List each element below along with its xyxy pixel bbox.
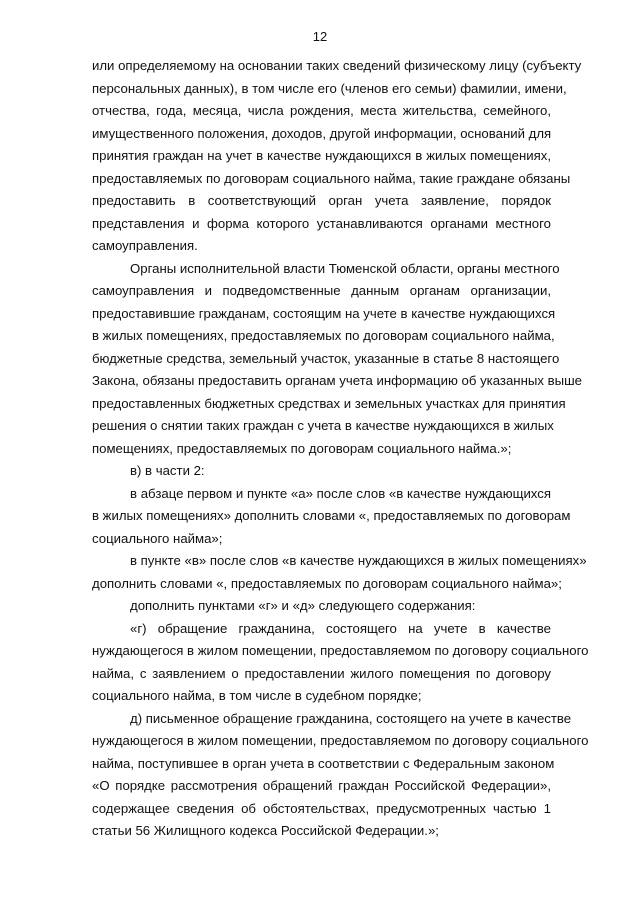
text-line: в абзаце первом и пункте «а» после слов «в качестве нуждающихся — [130, 485, 551, 501]
text-line: нуждающегося в жилом помещении, предоставляемом по договору социального — [92, 733, 589, 748]
text-line: Закона, обязаны предоставить органам учета информацию об указанных выше — [92, 373, 582, 388]
text-line: персональных данных), в том числе его (членов его семьи) фамилии, имени, — [92, 80, 567, 96]
text-line: «г) обращение гражданина, состоящего на учете в качестве — [130, 620, 551, 636]
text-line: предоставившие гражданам, состоящим на учете в качестве нуждающихся — [92, 305, 556, 321]
text-line: имущественного положения, доходов, другой информации, оснований для — [92, 125, 552, 141]
text-line: дополнить пунктами «г» и «д» следующего содержания: — [130, 598, 476, 613]
text-line: представления и форма которого устанавливаются органами местного — [92, 215, 551, 231]
text-line: предоставляемых по договорам социального найма, такие граждане обязаны — [92, 170, 571, 186]
text-line: помещениях, предоставляемых по договорам социального найма.»; — [92, 440, 512, 456]
text-line: «О порядке рассмотрения обращений граждан Российской Федерации», — [92, 778, 551, 793]
text-line: или определяемому на основании таких сведений физическому лицу (субъекту — [92, 58, 582, 73]
text-line: самоуправления. — [92, 238, 198, 253]
text-line: дополнить словами «, предоставляемых по договорам социального найма»; — [92, 575, 562, 591]
text-line: решения о снятии таких граждан с учета в качестве нуждающихся в жилых — [92, 418, 554, 433]
text-line: в пункте «в» после слов «в качестве нуждающихся в жилых помещениях» — [130, 553, 587, 568]
text-line: д) письменное обращение гражданина, состоящего на учете в качестве — [130, 710, 572, 726]
text-line: найма, поступившее в орган учета в соответствии с Федеральным законом — [92, 755, 555, 771]
text-line: принятия граждан на учет в качестве нуждающихся в жилых помещениях, — [92, 148, 551, 163]
text-line: отчества, года, месяца, числа рождения, места жительства, семейного, — [92, 103, 551, 118]
text-line: в жилых помещениях» дополнить словами «, предоставляемых по договорам — [92, 508, 571, 523]
text-line: предоставленных бюджетных средствах и земельных участках для принятия — [92, 395, 566, 411]
text-line: статьи 56 Жилищного кодекса Российской Федерации.»; — [92, 823, 439, 838]
text-line: найма, с заявлением о предоставлении жилого помещения по договору — [92, 665, 551, 681]
text-line: социального найма»; — [92, 530, 223, 546]
text-line: предоставить в соответствующий орган учета заявление, порядок — [92, 193, 551, 208]
text-line: бюджетные средства, земельный участок, указанные в статье 8 настоящего — [92, 350, 560, 366]
text-line: социального найма, в том числе в судебном порядке; — [92, 688, 422, 703]
text-line: содержащее сведения об обстоятельствах, предусмотренных частью 1 — [92, 800, 551, 816]
text-line: Органы исполнительной власти Тюменской области, органы местного — [130, 260, 560, 276]
text-line: в жилых помещениях, предоставляемых по договорам социального найма, — [92, 328, 555, 343]
text-line: в) в части 2: — [130, 463, 205, 478]
text-line: самоуправления и подведомственные данным органам организации, — [92, 283, 551, 298]
page-number: 12 — [312, 29, 328, 44]
text-line: нуждающегося в жилом помещении, предоставляемом по договору социального — [92, 643, 589, 658]
body-text — [92, 55, 589, 843]
